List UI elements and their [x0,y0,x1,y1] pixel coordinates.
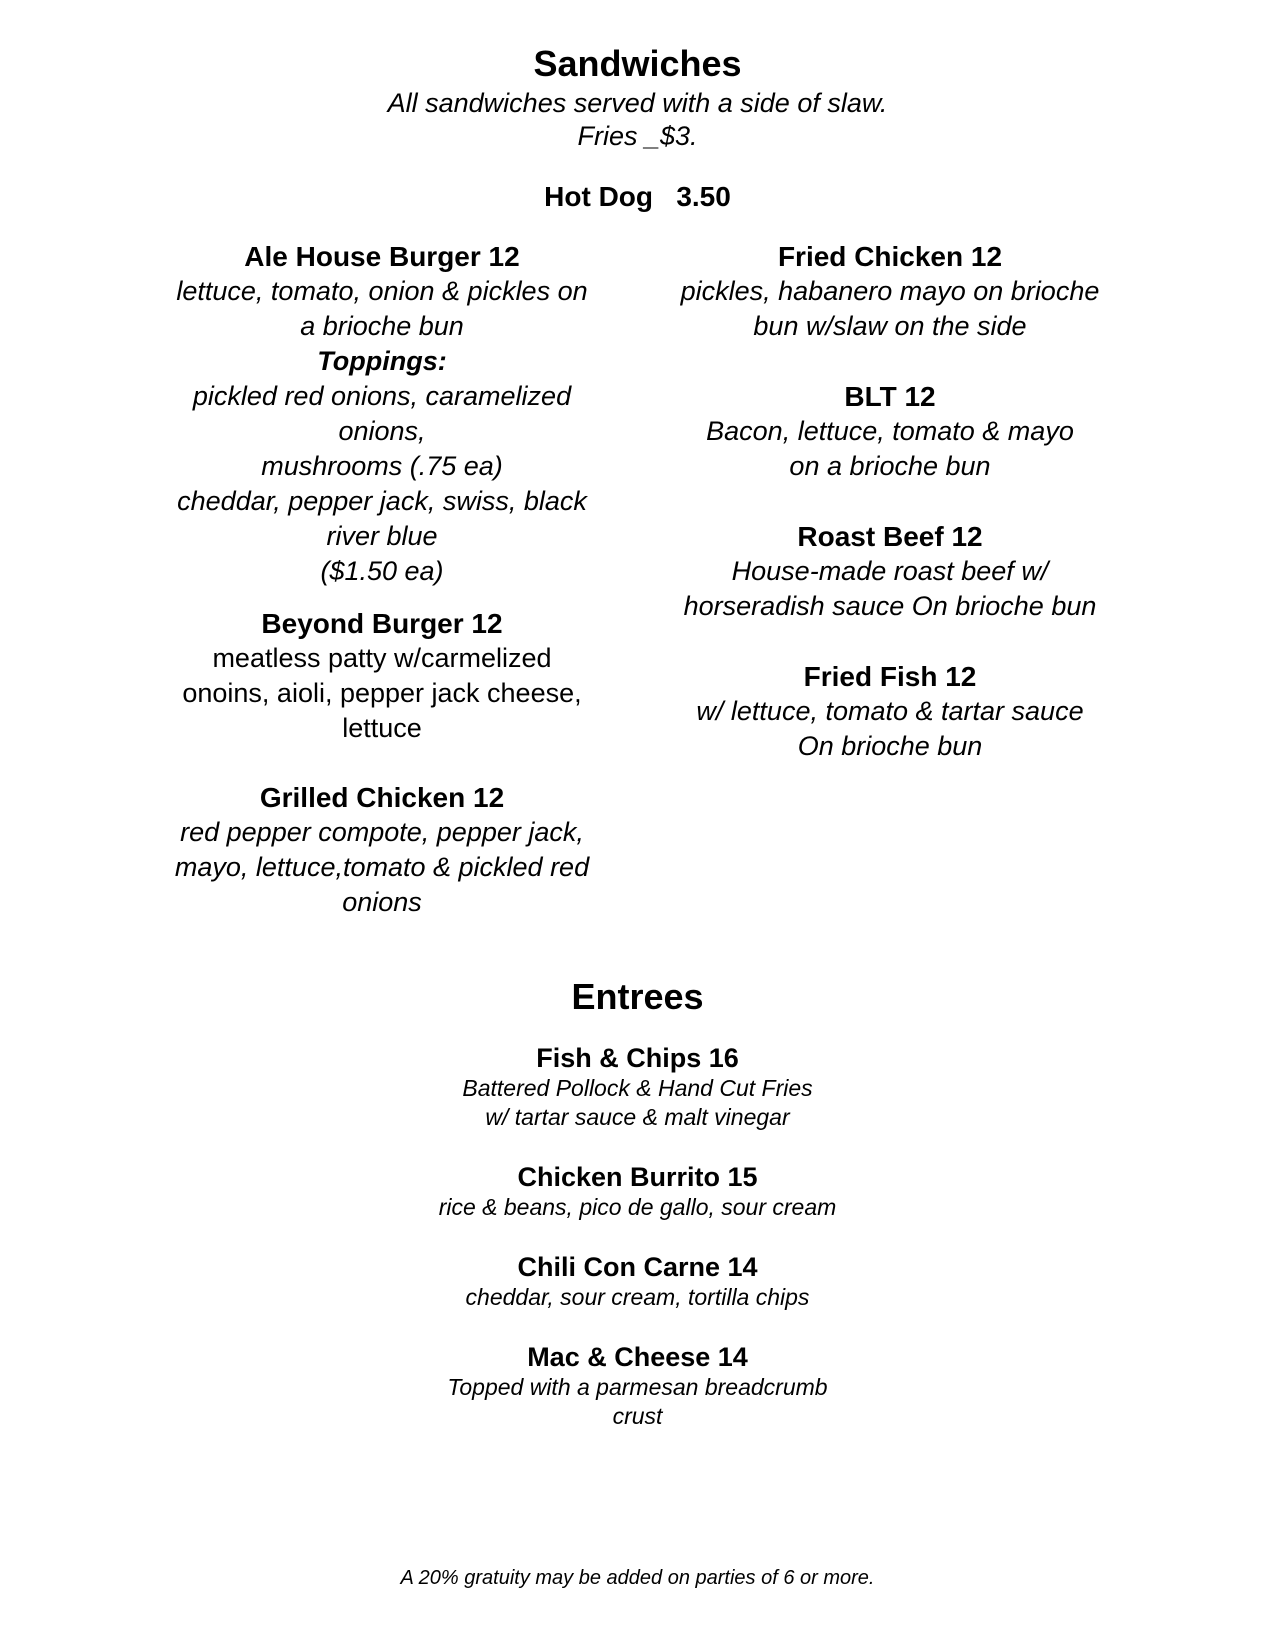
item-description-line: On brioche bun [797,731,983,761]
item-title: Chili Con Carne 14 [517,1252,758,1282]
item-title: Roast Beef 12 [797,521,983,552]
item-title: Grilled Chicken 12 [259,782,505,813]
entree-item-chili-con-carne [0,1251,1275,1312]
item-description-line: House-made roast beef w/ [731,556,1049,586]
item-description-line: Bacon, lettuce, tomato & mayo [706,416,1074,446]
left-column-item-beyond-burger [152,607,612,746]
item-description-line: lettuce [342,713,422,743]
item-title: BLT 12 [844,381,936,412]
entree-item-mac-and-cheese [0,1341,1275,1431]
item-description-line: lettuce, tomato, onion & pickles on [176,276,588,306]
topping-line: pickled red onions, caramelized [192,381,572,411]
item-title: Chicken Burrito 15 [517,1162,758,1192]
intro-line: All sandwiches served with a side of slaw. [387,88,888,118]
sandwiches-heading: Sandwiches [533,43,742,84]
item-description-line: horseradish sauce On brioche bun [683,591,1097,621]
right-column-item-fried-chicken [660,240,1120,344]
topping-line: ($1.50 ea) [320,556,444,586]
topping-line: onions, [338,416,426,446]
topping-line: river blue [326,521,438,551]
item-title: Fried Chicken 12 [777,241,1003,272]
item-description-line: Topped with a parmesan breadcrumb [447,1374,828,1400]
entrees-heading: Entrees [571,976,704,1017]
item-description-line: cheddar, sour cream, tortilla chips [465,1284,810,1310]
item-description-line: pickles, habanero mayo on brioche [680,276,1100,306]
intro-line: Fries _$3. [577,121,698,151]
topping-line: mushrooms (.75 ea) [261,451,503,481]
entree-item-chicken-burrito [0,1161,1275,1222]
item-title: Beyond Burger 12 [261,608,503,639]
item-title: Mac & Cheese 14 [527,1342,748,1372]
toppings-label: Toppings: [317,346,447,376]
right-column-item-roast-beef [660,520,1120,624]
right-column-item-blt [660,380,1120,484]
item-description-line: a brioche bun [300,311,464,341]
hot-dog-item: Hot Dog 3.50 [544,181,731,212]
item-description-line: w/ lettuce, tomato & tartar sauce [696,696,1084,726]
topping-line: cheddar, pepper jack, swiss, black [177,486,587,516]
sandwiches-intro [0,87,1275,153]
left-column-item-ale-house-burger [152,240,612,589]
item-description-line: onoins, aioli, pepper jack cheese, [182,678,582,708]
gratuity-note: A 20% gratuity may be added on parties of 6 or more. [400,1567,875,1589]
item-description-line: w/ tartar sauce & malt vinegar [485,1104,790,1130]
item-description-line: bun w/slaw on the side [753,311,1027,341]
item-description-line: Battered Pollock & Hand Cut Fries [462,1075,813,1101]
item-description-line: red pepper compote, pepper jack, [180,817,584,847]
right-column-item-fried-fish [660,660,1120,764]
item-title: Fish & Chips 16 [536,1043,739,1073]
item-title: Fried Fish 12 [803,661,977,692]
item-description-line: onions [342,887,422,917]
item-description-line: crust [612,1403,663,1429]
left-column-item-grilled-chicken [152,781,612,920]
entree-item-fish-and-chips [0,1042,1275,1132]
item-description-line: mayo, lettuce,tomato & pickled red [174,852,590,882]
item-title: Ale House Burger 12 [244,241,520,272]
item-description-line: rice & beans, pico de gallo, sour cream [438,1194,837,1220]
item-description-line: on a brioche bun [789,451,991,481]
item-description-line: meatless patty w/carmelized [212,643,552,673]
